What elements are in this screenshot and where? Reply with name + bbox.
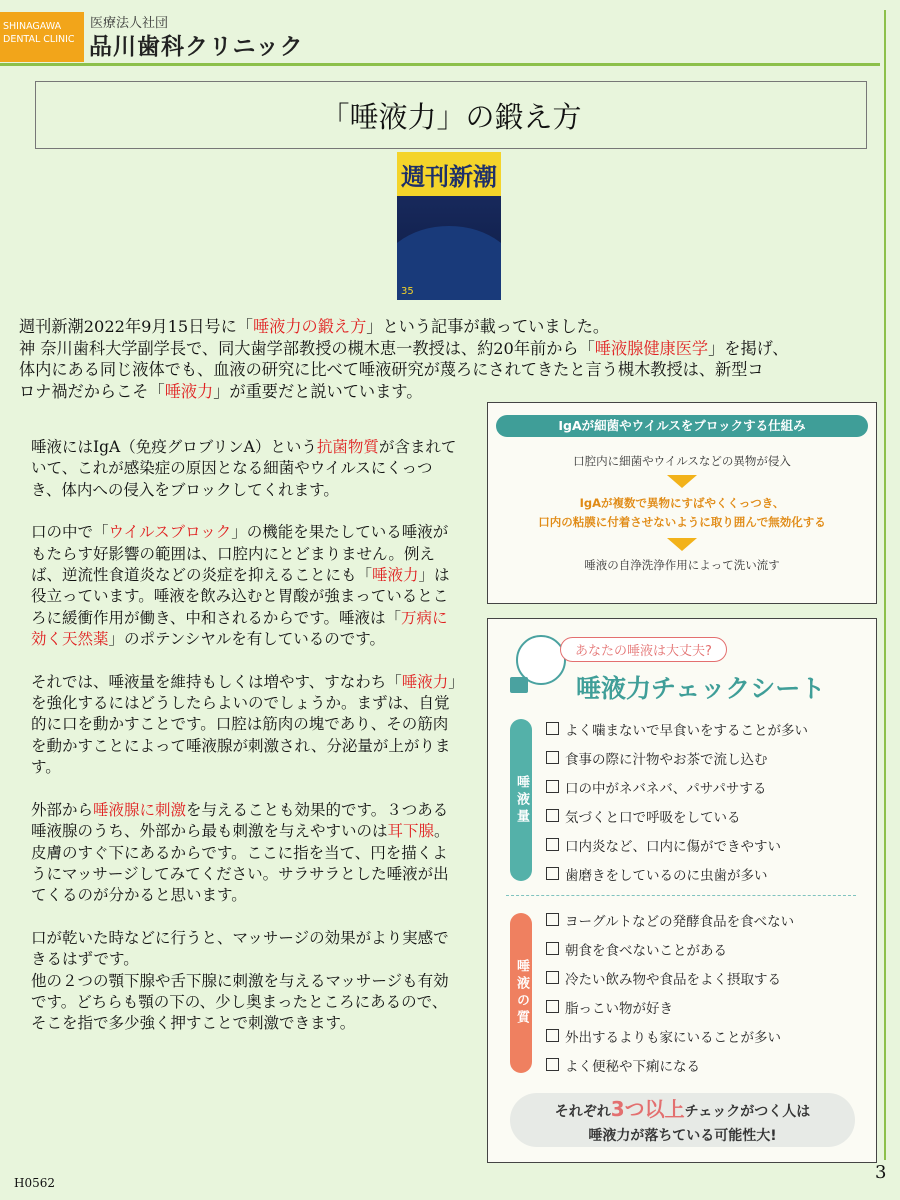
highlight: 3つ以上 (610, 1097, 685, 1121)
checklist-item[interactable]: 歯磨きをしているのに虫歯が多い (546, 859, 808, 888)
iga-title: IgAが細菌やウイルスをブロックする仕組み (496, 415, 868, 437)
body-paragraph: それでは、唾液量を維持もしくは増やす、すなわち「唾液力」を強化するにはどうしたらよいのでしょうか。まずは、自覚的に口を動かすことです。口腔は筋肉の塊であり、その筋肉を動かすことによって唾液腺が刺激され、分泌量が上がります。 (31, 672, 457, 777)
checklist-item[interactable]: 冷たい飲み物や食品をよく摂取する (546, 963, 794, 992)
body-paragraph: 唾液にはIgA（免疫グロブリンA）という抗菌物質が含まれていて、これが感染症の原因となる細菌やウイルスにくっつき、体内への侵入をブロックしてくれます。 (31, 438, 457, 499)
body-paragraph: 口が乾いた時などに行うと、マッサージの効果がより実感できるはずです。 他の２つの顎下腺や舌下腺に刺激を与えるマッサージも有効です。どちらも顎の下の、少し奥まったところにあるので、そこを指で多少強く押すことで刺激できます。 (31, 928, 449, 1033)
header-divider (0, 63, 880, 66)
clinic-name: 品川歯科クリニック (89, 34, 304, 60)
cover-number: 35 (401, 286, 414, 297)
checkbox-icon[interactable] (546, 1058, 559, 1071)
check-sheet-title: 唾液力チェックシート (576, 674, 826, 703)
checkbox-icon[interactable] (546, 780, 559, 793)
section-divider (506, 895, 856, 896)
checklist-item[interactable]: 脂っこい物が好き (546, 992, 794, 1021)
check-sheet (487, 618, 877, 1163)
iga-step-1: 口腔内に細菌やウイルスなどの異物が侵入 (573, 454, 791, 468)
section-label-quality: 唾液の質 (510, 913, 532, 1073)
article-body (31, 437, 461, 1035)
highlight: 唾液力 (164, 381, 214, 401)
checklist-item[interactable]: よく便秘や下痢になる (546, 1050, 794, 1079)
checklist-item[interactable]: 口内炎など、口内に傷ができやすい (546, 830, 808, 859)
checkbox-icon[interactable] (546, 1000, 559, 1013)
checkbox-icon[interactable] (546, 751, 559, 764)
right-divider (884, 10, 886, 1160)
corporation-label: 医療法人社団 (90, 16, 169, 31)
document-code: H0562 (14, 1176, 56, 1190)
checklist-item[interactable]: よく噛まないで早食いをすることが多い (546, 714, 808, 743)
logo-line1: SHINAGAWA (3, 21, 62, 32)
checklist-volume (546, 714, 808, 888)
iga-step-3: 唾液の自浄洗浄作用によって洗い流す (584, 558, 780, 572)
iga-step-2b: 口内の粘膜に付着させないように取り囲んで無効化する (538, 515, 826, 529)
checkbox-icon[interactable] (546, 809, 559, 822)
checklist-item[interactable]: ヨーグルトなどの発酵食品を食べない (546, 905, 794, 934)
checkbox-icon[interactable] (546, 942, 559, 955)
check-sheet-footer: それぞれ3つ以上チェックがつく人は 唾液力が落ちている可能性大! (510, 1093, 855, 1147)
checklist-item[interactable]: 気づくと口で呼吸をしている (546, 801, 808, 830)
highlight: 唾液力の鍛え方 (252, 317, 367, 336)
page-number: 3 (875, 1162, 887, 1183)
iga-step-2a: IgAが複数で異物にすばやくくっつき、 (579, 496, 785, 510)
checkbox-icon[interactable] (546, 913, 559, 926)
body-paragraph: 外部から唾液腺に刺激を与えることも効果的です。３つある唾液腺のうち、外部から最も刺激を与えやすいのは耳下腺。皮膚のすぐ下にあるからです。ここに指を当て、円を描くようにマッサージしてみてください。サラサラとした唾液が出てくるのが分かると思います。 (31, 800, 450, 905)
page-title: 「唾液力」の鍛え方 (35, 81, 867, 149)
arrow-down-icon (667, 538, 697, 551)
checklist-item[interactable]: 外出するよりも家にいることが多い (546, 1021, 794, 1050)
clinic-logo (0, 12, 84, 62)
checkbox-icon[interactable] (546, 971, 559, 984)
checklist-item[interactable]: 口の中がネバネバ、パサパサする (546, 772, 808, 801)
checklist-item[interactable]: 朝食を食べないことがある (546, 934, 794, 963)
checkbox-icon[interactable] (546, 867, 559, 880)
body-paragraph: 口の中で「ウイルスブロック」の機能を果たしている唾液がもたらす好影響の範囲は、口腔内にとどまりません。例えば、逆流性食道炎などの炎症を抑えることにも「唾液力」は役立っています。唾液を飲み込むと胃酸が強まっているところに緩衝作用が働き、中和されるからです。唾液は「万病に効く天然薬」のポテンシヤルを有しているのです。 (31, 523, 450, 649)
checkbox-icon[interactable] (546, 722, 559, 735)
intro-paragraph: 週刊新潮2022年9月15日号に「唾液力の鍛え方」という記事が載っていました。 神 奈川歯科大学副学長で、同大歯学部教授の槻木恵一教授は、約20年前から「唾液腺健康医学」を掲げ、 体内にある同じ液体でも、血液の研究に比べて唾液研究が蔑ろにされてきたと言う槻木教授は、新型コ ロナ禍だからこそ「唾液力」が重要だと説いています。 (19, 317, 789, 401)
logo-line2: DENTAL CLINIC (3, 34, 75, 45)
speech-bubble: あなたの唾液は大丈夫? (560, 637, 727, 662)
section-label-volume: 唾液量 (510, 719, 532, 881)
iga-diagram (487, 402, 877, 604)
checkbox-icon[interactable] (546, 838, 559, 851)
magazine-cover-image (397, 152, 501, 300)
checkbox-icon[interactable] (546, 1029, 559, 1042)
checklist-item[interactable]: 食事の際に汁物やお茶で流し込む (546, 743, 808, 772)
arrow-down-icon (667, 475, 697, 488)
highlight: 唾液腺健康医学 (594, 338, 709, 358)
cover-title: 週刊新潮 (397, 152, 501, 196)
cup-icon (510, 677, 528, 693)
checklist-quality (546, 905, 794, 1079)
